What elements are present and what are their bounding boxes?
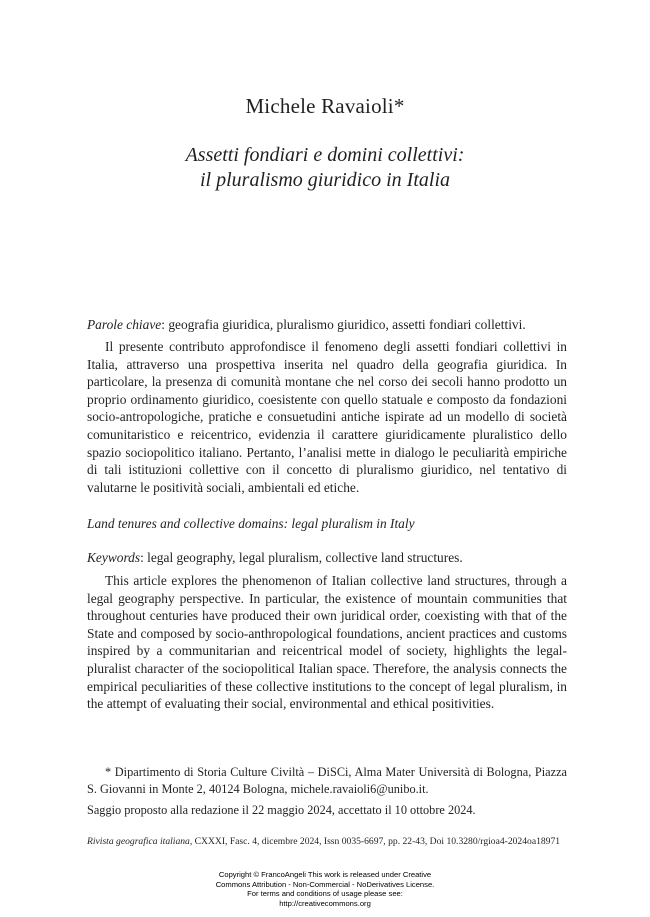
author-name: Michele Ravaioli* <box>245 94 405 118</box>
affiliation-footnote: * Dipartimento di Storia Culture Civiltà – DiSCi, Alma Mater Università di Bologna, Piazza S. Giovanni in Monte 2, 40124 Bologna, michele.ravaioli6@unibo.it. <box>87 765 567 796</box>
english-keywords-text: : legal geography, legal pluralism, collective land structures. <box>140 550 463 565</box>
submission-note: Saggio proposto alla redazione il 22 maggio 2024, accettato il 10 ottobre 2024. <box>87 803 476 817</box>
citation-details: , CXXXI, Fasc. 4, dicembre 2024, Issn 0035-6697, pp. 22-43, Doi 10.3280/rgioa4-2024oa18971 <box>189 836 561 847</box>
english-title: Land tenures and collective domains: legal pluralism in Italy <box>87 516 415 531</box>
english-keywords <box>87 549 567 567</box>
english-abstract: This article explores the phenomenon of Italian collective land structures, through a legal geography perspective. In particular, the existence of mountain communities that throughout centuries have produced their own juridical order, coexisting with that of the State and composed by socio-anthropological foundations, ancient practices and customs inspired by a communitarian and reicentrical model of society, highlights the legal-pluralist character of the sociopolitical Italian space. Therefore, the analysis connects the empirical peculiarities of these collective institutions to the concept of legal pluralism, in the attempt of evaluating their social, environmental and ethical positivities. <box>87 573 567 712</box>
journal-citation <box>87 835 567 848</box>
article-title-line-2: il pluralismo giuridico in Italia <box>199 169 450 191</box>
copyright-notice <box>0 870 650 908</box>
italian-keywords <box>87 316 567 334</box>
journal-name: Rivista geografica italiana <box>87 836 190 847</box>
english-keywords-label: Keywords <box>87 550 141 565</box>
copyright-link[interactable]: http://creativecommons.org <box>279 898 371 908</box>
article-title <box>0 143 650 193</box>
italian-abstract: Il presente contributo approfondisce il fenomeno degli assetti fondiari collettivi in Italia, attraverso una prospettiva inserita nel quadro della geografia giuridica. In particolare, la presenza di comunità montane che nel corso dei secoli hanno prodotto un proprio ordinamento giuridico, coesistente con quello statuale e composto da fondazioni socio-antropologiche, pratiche e consuetudini antiche ispirate ad un modello di società comunitaristico e reicentrico, evidenzia il carattere giuridicamente pluralistico dello spazio sociopolitico italiano. Pertanto, l’analisi mette in dialogo le peculiarità empiriche di tali istituzioni collettive con il concetto di pluralismo giuridico, nel tentativo di valutarne le positività sociali, ambientali ed etiche. <box>87 339 567 495</box>
article-title-line-1: Assetti fondiari e domini collettivi: <box>185 144 465 166</box>
italian-keywords-text: : geografia giuridica, pluralismo giuridico, assetti fondiari collettivi. <box>161 317 526 332</box>
copyright-line-2: Commons Attribution - Non-Commercial - NoDerivatives License. <box>215 879 435 889</box>
copyright-line-3: For terms and conditions of usage please see: <box>247 889 403 899</box>
copyright-line-1: Copyright © FrancoAngeli This work is released under Creative <box>218 870 432 879</box>
italian-keywords-label: Parole chiave <box>87 317 162 332</box>
